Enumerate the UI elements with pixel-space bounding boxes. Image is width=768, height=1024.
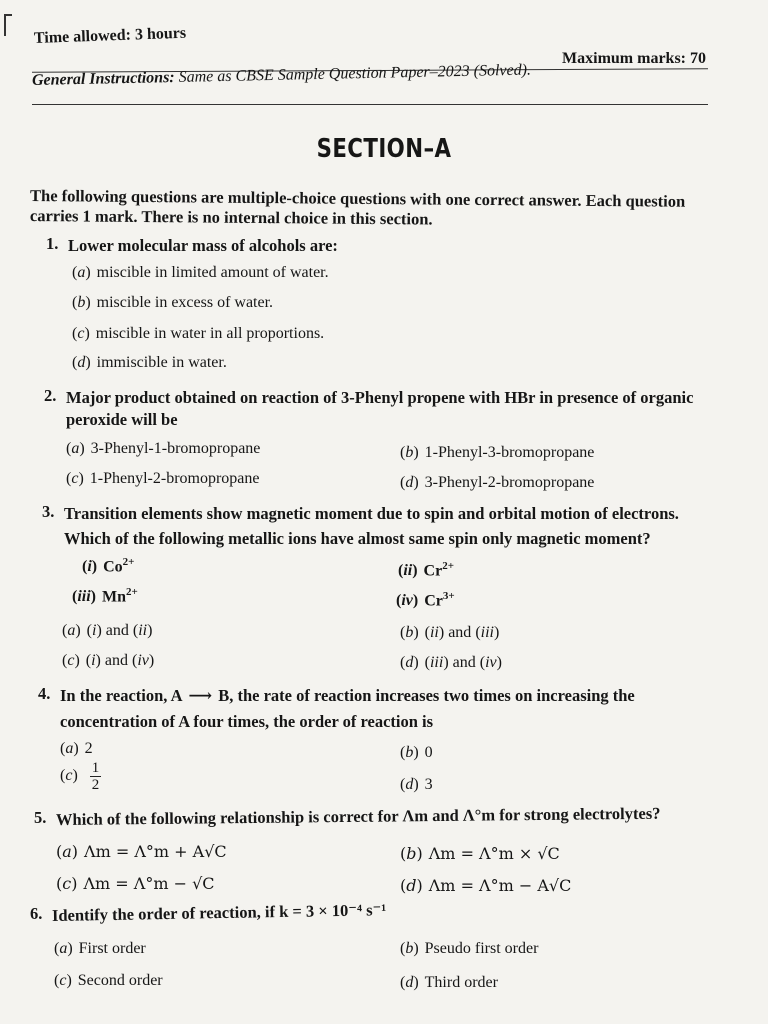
q1-option-c: ( c ) miscible in water in all proportions. [72, 325, 324, 343]
q1-option-b: ( b ) miscible in excess of water. [72, 294, 273, 312]
q5-option-d: ( d ) Λm = Λ°m − A√C [400, 876, 571, 895]
question-stem-line2: peroxide will be [66, 410, 178, 429]
time-allowed: Time allowed: 3 hours [33, 24, 187, 47]
general-instructions [32, 62, 531, 90]
question-stem-line2: Which of the following metallic ions have almost same spin only magnetic moment? [64, 529, 651, 548]
corner-crop-mark [4, 14, 6, 36]
question-number: 1. [46, 234, 59, 253]
question-number: 3. [42, 502, 55, 521]
question-stem: Which of the following relationship is correct for Λm and Λ°m for strong electrolytes? [55, 803, 661, 829]
q2-option-c: ( c ) 1-Phenyl-2-bromopropane [66, 470, 260, 488]
q3-ion-iii: ( iii ) $Mn^{2+}$ [72, 586, 138, 606]
q3-option-c: ( c )( i ) and ( iv ) [62, 652, 160, 670]
q3-option-a: ( a )( i ) and ( ii ) [62, 622, 158, 640]
question-number: 4. [38, 684, 51, 703]
question-stem-line1: Major product obtained on reaction of 3-Phenyl propene with HBr in presence of organic [66, 388, 694, 407]
question-number: 5. [34, 808, 47, 827]
general-instructions-text: Same as CBSE Sample Question Paper–2023 (Solved). [178, 61, 532, 86]
question-stem-line1: In the reaction, A ⟶ B, the rate of reaction increases two times on increasing the [60, 684, 635, 708]
q2-option-b: ( b ) 1-Phenyl-3-bromopropane [400, 444, 594, 462]
q1-option-a: ( a ) miscible in limited amount of water. [72, 264, 329, 282]
q4-option-a: ( a ) 2 [60, 740, 93, 758]
q4-option-d: ( d ) 3 [400, 776, 433, 794]
q6-option-a: ( a ) First order [54, 940, 146, 958]
header-rule-bottom [32, 104, 708, 105]
question-number: 6. [30, 904, 43, 923]
question-stem: Identify the order of reaction, if k = 3 × 10⁻⁴ s⁻¹ [51, 900, 387, 925]
question-stem-line1: Transition elements show magnetic moment due to spin and orbital motion of electrons. [64, 504, 679, 523]
section-title: SECTION–A [316, 134, 452, 164]
question-stem-line2: concentration of A four times, the order of reaction is [60, 712, 434, 731]
q1-option-d: ( d ) immiscible in water. [72, 354, 227, 372]
fraction: $\frac{1}{2}$ [91, 760, 100, 793]
q2-option-a: ( a ) 3-Phenyl-1-bromopropane [66, 440, 260, 458]
q3-ion-iv: ( iv ) $Cr^{3+}$ [396, 590, 455, 610]
q6-option-b: ( b ) Pseudo first order [400, 940, 538, 958]
q6-option-d: ( d ) Third order [400, 974, 498, 992]
q5-option-b: ( b ) Λm = Λ°m × √C [400, 844, 560, 863]
q5-option-c: ( c ) Λm = Λ°m − √C [56, 874, 215, 893]
q3-ion-ii: ( ii ) $Cr^{2+}$ [398, 560, 454, 580]
maximum-marks: Maximum marks: 70 [562, 50, 706, 67]
q4-option-b: ( b ) 0 [400, 744, 433, 762]
section-intro: The following questions are multiple-choice questions with one correct answer. Each question carries 1 mark. There is no internal choice in this section. [29, 186, 686, 229]
q6-option-c: ( c ) Second order [54, 972, 163, 990]
general-instructions-label: General Instructions: [31, 69, 175, 89]
q3-ion-i: ( i ) $Co^{2+}$ [82, 556, 134, 576]
question-stem: Lower molecular mass of alcohols are: [68, 236, 338, 255]
q4-option-c: ( c ) $\frac{1}{2}$ [60, 760, 101, 793]
question-number: 2. [44, 386, 57, 405]
q3-option-d: ( d )( iii ) and ( iv ) [400, 654, 508, 672]
reaction-arrow-icon: ⟶ [188, 686, 213, 705]
q3-option-b: ( b )( ii ) and ( iii ) [400, 624, 505, 642]
q2-option-d: ( d ) 3-Phenyl-2-bromopropane [400, 474, 594, 492]
q5-option-a: ( a ) Λm = Λ°m + A√C [56, 842, 227, 861]
